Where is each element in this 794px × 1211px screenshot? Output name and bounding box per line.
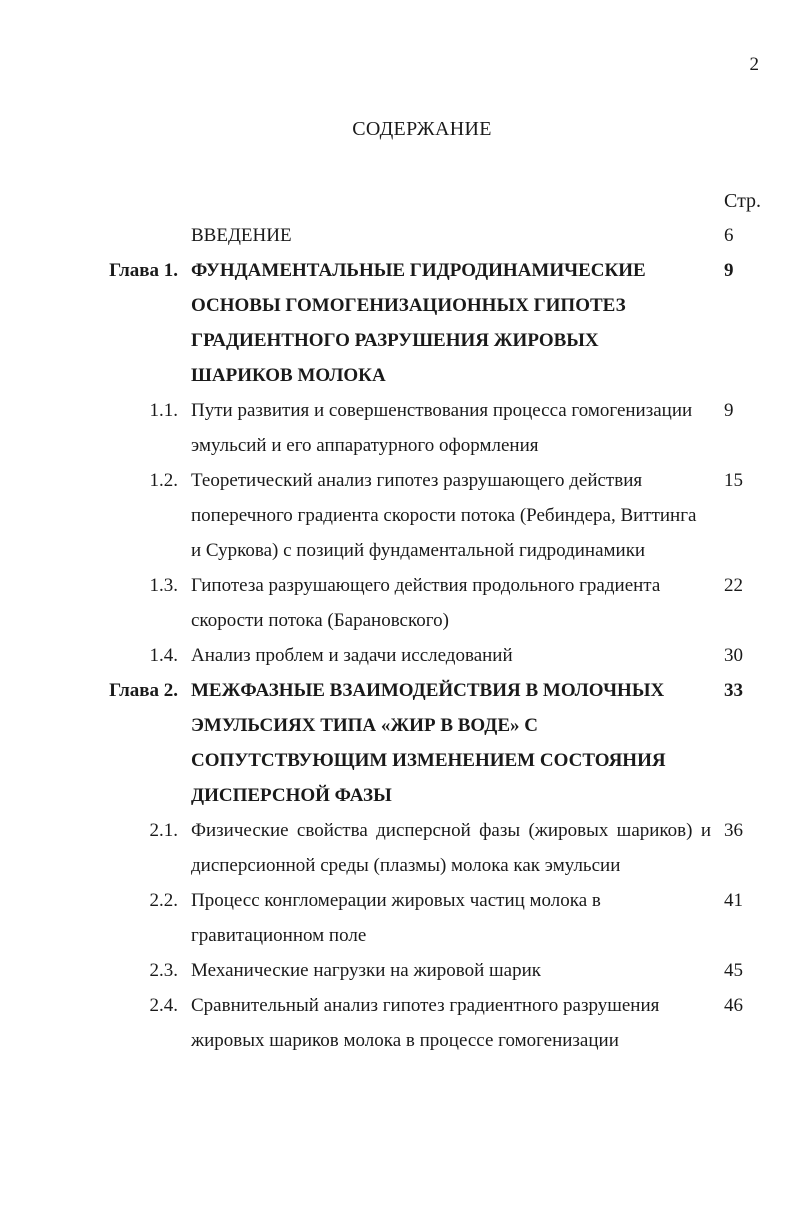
toc-entry-page: 9 <box>724 400 734 421</box>
toc-entry <box>0 218 794 253</box>
toc-entry-label: 1.4. <box>149 645 178 666</box>
toc-entry-continuation <box>0 358 794 393</box>
toc-entry-text: Пути развития и совершенствования процесса гомогенизации <box>191 400 693 421</box>
toc-entry-continuation <box>0 1023 794 1058</box>
toc-entry-label: 1.2. <box>149 470 178 491</box>
page-number: 2 <box>749 54 759 75</box>
toc-entry-page: 46 <box>724 995 743 1016</box>
toc-entry <box>0 253 794 288</box>
toc-entry-continuation <box>0 498 794 533</box>
toc-entry-continuation <box>0 428 794 463</box>
toc-entry-label: 1.3. <box>149 575 178 596</box>
toc-entry-continuation <box>0 708 794 743</box>
toc-entry-text: ШАРИКОВ МОЛОКА <box>191 365 386 386</box>
toc-entry-text: Механические нагрузки на жировой шарик <box>191 960 541 981</box>
toc-entry-continuation <box>0 848 794 883</box>
toc-entry-text: Анализ проблем и задачи исследований <box>191 645 513 666</box>
toc-entry-text: жировых шариков молока в процессе гомогенизации <box>191 1030 619 1051</box>
page-column-header: Стр. <box>724 190 762 212</box>
toc-entry-label: 2.4. <box>149 995 178 1016</box>
toc-entry <box>0 463 794 498</box>
toc-entry-label: Глава 1. <box>109 260 178 281</box>
toc-entry-page: 33 <box>724 680 743 701</box>
toc-entry-text: и Суркова) с позиций фундаментальной гидродинамики <box>191 540 646 561</box>
toc-entry-page: 9 <box>724 260 734 281</box>
toc-entry <box>0 953 794 988</box>
toc-entry-text: гравитационном поле <box>191 925 367 946</box>
toc-entry <box>0 883 794 918</box>
toc-entry-text: скорости потока (Барановского) <box>191 610 449 631</box>
toc-entry-text: ОСНОВЫ ГОМОГЕНИЗАЦИОННЫХ ГИПОТЕЗ <box>191 295 626 316</box>
toc-entry-continuation <box>0 288 794 323</box>
toc-entry-continuation <box>0 533 794 568</box>
toc-entry <box>0 813 794 848</box>
toc-entry-continuation <box>0 778 794 813</box>
toc-entry-page: 22 <box>724 575 743 596</box>
toc-entry <box>0 393 794 428</box>
toc-entry-text: поперечного градиента скорости потока (Ребиндера, Виттинга <box>191 505 697 526</box>
toc-entry-label: 2.1. <box>149 820 178 841</box>
toc-entry-text: ЭМУЛЬСИЯХ ТИПА «ЖИР В ВОДЕ» С <box>191 715 538 736</box>
toc-entry-text: МЕЖФАЗНЫЕ ВЗАИМОДЕЙСТВИЯ В МОЛОЧНЫХ <box>191 680 665 701</box>
toc-entry-text: Теоретический анализ гипотез разрушающего действия <box>191 470 643 491</box>
toc-entry <box>0 638 794 673</box>
toc-entry-label: 2.3. <box>149 960 178 981</box>
toc-entry-text: ВВЕДЕНИЕ <box>191 225 292 246</box>
page-title: СОДЕРЖАНИЕ <box>352 118 492 140</box>
toc-entry-continuation <box>0 323 794 358</box>
toc-entry-text: ГРАДИЕНТНОГО РАЗРУШЕНИЯ ЖИРОВЫХ <box>191 330 599 351</box>
toc-entry <box>0 673 794 708</box>
toc-entry-label: 2.2. <box>149 890 178 911</box>
toc-entry-continuation <box>0 603 794 638</box>
toc-entry-text: Сравнительный анализ гипотез градиентного разрушения <box>191 995 660 1016</box>
toc-entry-continuation <box>0 918 794 953</box>
toc-entry-page: 6 <box>724 225 734 246</box>
toc-entry-label: 1.1. <box>149 400 178 421</box>
toc-entry-continuation <box>0 743 794 778</box>
toc-entry-page: 41 <box>724 890 743 911</box>
toc-entry-text: Физические свойства дисперсной фазы (жировых шариков) и <box>191 820 711 841</box>
toc-entry-text: Процесс конгломерации жировых частиц молока в <box>191 890 601 911</box>
toc-entry-text: ДИСПЕРСНОЙ ФАЗЫ <box>191 785 392 806</box>
toc-entry-page: 36 <box>724 820 743 841</box>
toc-entry-page: 15 <box>724 470 743 491</box>
toc-entry-text: СОПУТСТВУЮЩИМ ИЗМЕНЕНИЕМ СОСТОЯНИЯ <box>191 750 666 771</box>
toc-entry-text: эмульсий и его аппаратурного оформления <box>191 435 539 456</box>
toc-entry-label: Глава 2. <box>109 680 178 701</box>
table-of-contents <box>0 218 794 1058</box>
toc-entry-page: 30 <box>724 645 743 666</box>
toc-entry <box>0 988 794 1023</box>
toc-entry-page: 45 <box>724 960 743 981</box>
toc-entry-text: Гипотеза разрушающего действия продольного градиента <box>191 575 661 596</box>
toc-entry-text: ФУНДАМЕНТАЛЬНЫЕ ГИДРОДИНАМИЧЕСКИЕ <box>191 260 646 281</box>
toc-entry <box>0 568 794 603</box>
toc-entry-text: дисперсионной среды (плазмы) молока как эмульсии <box>191 855 621 876</box>
